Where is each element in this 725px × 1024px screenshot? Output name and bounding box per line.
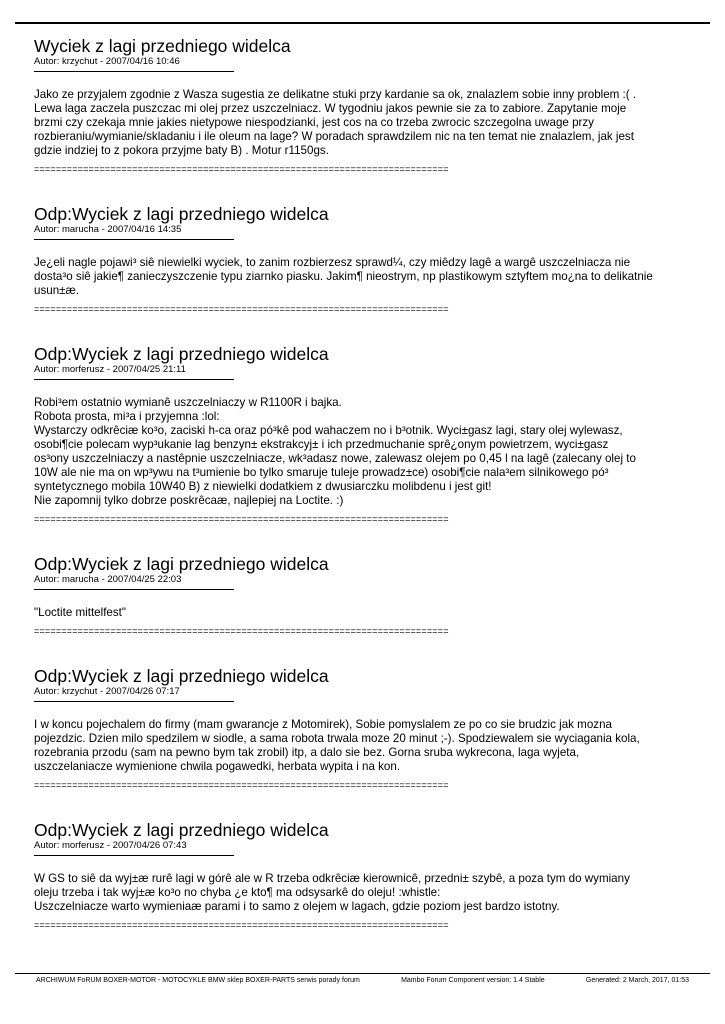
post-title: Odp:Wyciek z lagi przedniego widelca xyxy=(34,204,329,224)
post-body: Robi³em ostatnio wymianê uszczelniaczy w R1100R i bajka. Robota prosta, mi³a i przyjemna :lol: Wystarczy odkrêciæ ko³o, zaciski h-ca oraz pó³kê pod wahaczem no i b³otnik. Wyci±gasz lagi, stary olej wylewasz, osobi¶cie polecam wyp³ukanie lag benzyn± ekstrakcyj± i ich przedmuchanie sprê¿onym powietrzem, wyci±gasz os³ony uszczelniaczy a nastêpnie uszczelniacze, wk³adasz nowe, zalewasz olejem po 0,45 l na lagê (zalecany olej to 10W ale nie ma on wp³ywu na t³umienie bo tylko smaruje tuleje prowadz±ce) osobi¶cie nala³em silnikowego pó³ syntetycznego mobila 10W40 B) z niewielki dodatkiem z dwusiarczku molibdenu i jest git! Nie zapomnij tylko dobrze poskrêcaæ, najlepiej na Loctite. :) xyxy=(34,396,636,507)
post-title: Odp:Wyciek z lagi przedniego widelca xyxy=(34,820,329,840)
post-body: I w koncu pojechalem do firmy (mam gwarancje z Motomirek), Sobie pomyslalem ze po co sie brudzic jak mozna pojezdzic. Dzien milo spedzilem w siodle, a sama robota trwala moze 20 minut ;-). Spodziewalem sie wyciagania kola, rozebrania przodu (sam na pewno bym tak zrobil) itp, a dalo sie bez. Gorna sruba wykrecona, laga wyjeta, uszczelaniacze wymienione chwila pogawedki, herbata wypita i na kon. xyxy=(34,718,640,773)
post-meta: Autor: krzychut - 2007/04/26 07:17 xyxy=(34,686,180,697)
post-title: Wyciek z lagi przedniego widelca xyxy=(34,36,291,56)
post-separator: ============================================================================ xyxy=(34,514,449,524)
meta-divider xyxy=(34,589,234,590)
post xyxy=(34,666,694,790)
post-title: Odp:Wyciek z lagi przedniego widelca xyxy=(34,554,329,574)
post-meta: Autor: morferusz - 2007/04/25 21:11 xyxy=(34,364,186,375)
post xyxy=(34,344,694,524)
meta-divider xyxy=(34,701,234,702)
post-body: "Loctite mittelfest" xyxy=(34,606,126,619)
meta-divider xyxy=(34,239,234,240)
post-body: Jako ze przyjalem zgodnie z Wasza sugestia ze delikatne stuki przy kardanie sa ok, znalazlem sobie inny problem :( . Lewa laga zaczela puszczac mi olej przez uszczelniacz. W tygodniu jakos pewnie sie za to zabiore. Zapytanie moje brzmi czy czekaja mnie jakies nietypowe niespodzianki, jest cos na co trzeba zwrocic szczegolna uwage przy rozbieraniu/wymianie/skladaniu i ile oleum na lage? W poradach sprawdzilem nic na ten temat nie znalazlem, jak jest gdzie indziej to z pokora przyjme baty B) . Motur r1150gs. xyxy=(34,88,637,157)
post-separator: ============================================================================ xyxy=(34,626,449,636)
footer-site-name: ARCHIWUM FoRUM BOXER-MOTOR - MOTOCYKLE BMW sklep BOXER-PARTS serwis porady forum xyxy=(36,977,360,984)
post xyxy=(34,820,694,930)
post xyxy=(34,36,694,174)
post-meta: Autor: krzychut - 2007/04/16 10:46 xyxy=(34,56,180,67)
top-rule xyxy=(15,22,710,24)
footer-generated-date: Generated: 2 March, 2017, 01:53 xyxy=(585,977,689,984)
post-list xyxy=(34,36,694,930)
post xyxy=(34,554,694,636)
post-separator: ============================================================================ xyxy=(34,304,449,314)
post-meta: Autor: morferusz - 2007/04/26 07:43 xyxy=(34,840,187,851)
post-meta: Autor: marucha - 2007/04/25 22:03 xyxy=(34,574,182,585)
page-footer xyxy=(36,976,689,985)
post-meta: Autor: marucha - 2007/04/16 14:35 xyxy=(34,224,182,235)
post-title: Odp:Wyciek z lagi przedniego widelca xyxy=(34,666,329,686)
post-body: Je¿eli nagle pojawi³ siê niewielki wyciek, to zanim rozbierzesz sprawd¼, czy miêdzy lagê a wargê uszczelniacza nie dosta³o siê jakie¶ zanieczyszczenie typu ziarnko piasku. Jakim¶ nieostrym, np plastikowym sztyftem mo¿na to delikatnie usun±æ. xyxy=(34,256,653,297)
meta-divider xyxy=(34,71,234,72)
post-separator: ============================================================================ xyxy=(34,920,449,930)
meta-divider xyxy=(34,379,234,380)
footer-component-version: Mambo Forum Component version: 1.4 Stable xyxy=(401,977,545,984)
post-title: Odp:Wyciek z lagi przedniego widelca xyxy=(34,344,329,364)
bottom-rule xyxy=(15,973,710,974)
post-separator: ============================================================================ xyxy=(34,780,449,790)
post xyxy=(34,204,694,314)
meta-divider xyxy=(34,855,234,856)
post-separator: ============================================================================ xyxy=(34,164,449,174)
post-body: W GS to siê da wyj±æ rurê lagi w górê ale w R trzeba odkrêciæ kierownicê, przedni± szybê, a poza tym do wymiany oleju trzeba i tak wyj±æ ko³o no chyba ¿e kto¶ ma odsysarkê do oleju! :whistle: Uszczelniacze warto wymieniaæ parami i to samo z olejem w lagach, gdzie poziom jest bardzo istotny. xyxy=(34,872,630,913)
